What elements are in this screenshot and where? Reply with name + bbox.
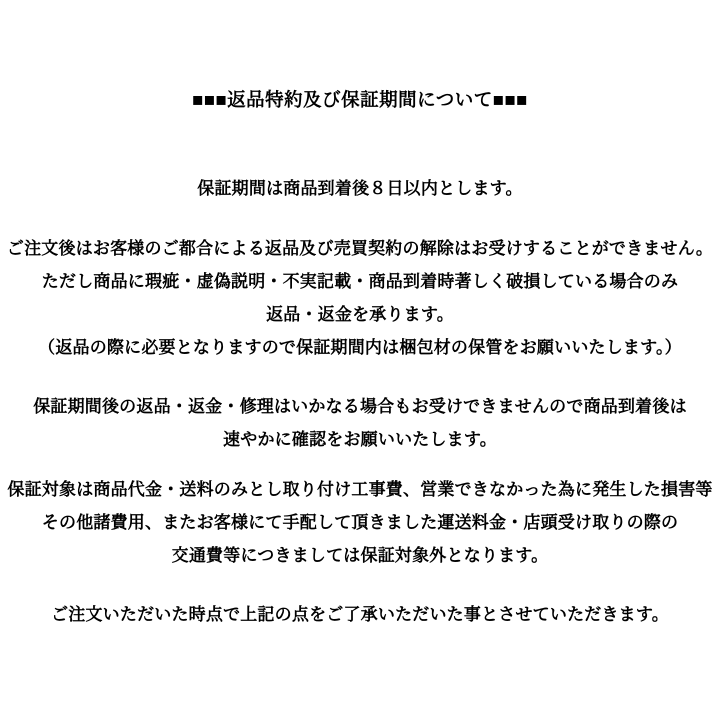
page-title: ■■■返品特約及び保証期間について■■■: [192, 89, 528, 110]
section-warranty-period: [0, 172, 720, 205]
policy-line: ご注文いただいた時点で上記の点をご了承いただいた事とさせていただきます。: [51, 605, 669, 624]
policy-line: （返品の際に必要となりますので保証期間内は梱包材の保管をお願いいたします。）: [38, 338, 682, 357]
policy-line: 保証期間後の返品・返金・修理はいかなる場合もお受けできませんので商品到着後は: [33, 397, 687, 416]
policy-line: ご注文後はお客様のご都合による返品及び売買契約の解除はお受けすることができません。: [6, 239, 714, 258]
policy-line: その他諸費用、またお客様にて手配して頂きました運送料金・店頭受け取りの際の: [41, 513, 679, 532]
policy-line: 保証期間は商品到着後８日以内とします。: [197, 179, 523, 198]
policy-line: 返品・返金を承ります。: [266, 305, 454, 324]
policy-line: 速やかに確認をお願いいたします。: [223, 430, 497, 449]
section-cancellation: [0, 232, 720, 364]
policy-line: 交通費等につきましては保証対象外となります。: [171, 546, 549, 565]
section-after-warranty: [0, 390, 720, 456]
policy-line: ただし商品に瑕疵・虚偽説明・不実記載・商品到着時著しく破損している場合のみ: [41, 272, 679, 291]
section-coverage-scope: [0, 473, 720, 572]
section-consent: [0, 598, 720, 631]
policy-line: 保証対象は商品代金・送料のみとし取り付け工事費、営業できなかった為に発生した損害等: [7, 480, 713, 499]
